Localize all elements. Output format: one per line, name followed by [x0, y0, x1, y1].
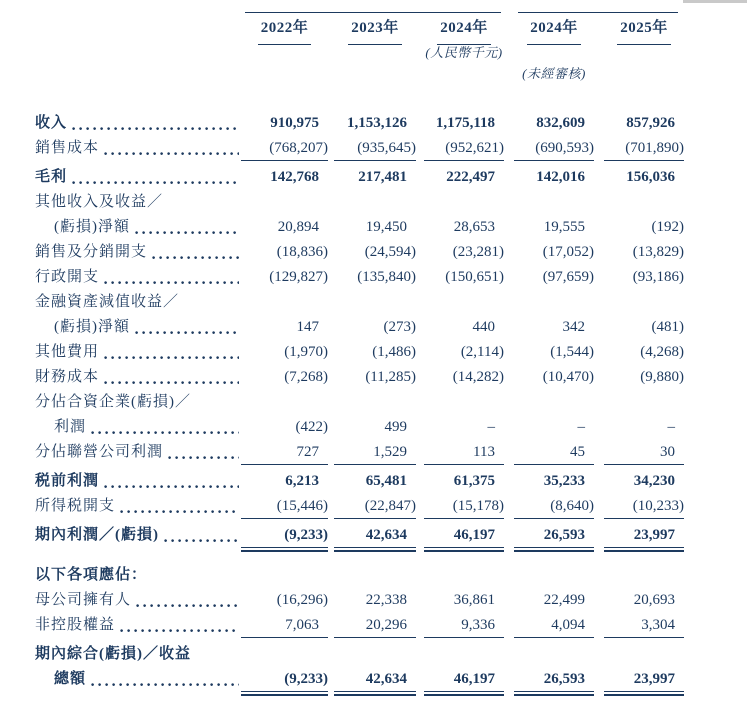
- row-label-line1: 金融資產減值收益／: [35, 294, 180, 310]
- value: (7,268): [284, 369, 328, 385]
- value: 19,555: [543, 219, 585, 235]
- value: 156,036: [626, 169, 675, 185]
- value-cell: [241, 340, 328, 365]
- value-cell: [241, 365, 328, 390]
- row-label-cell: [35, 315, 241, 340]
- value-cell: [424, 240, 504, 265]
- value: (1,544): [550, 344, 594, 360]
- value-cell: [241, 165, 328, 190]
- dot-leader: [104, 356, 239, 360]
- row-label-line1: 其他收入及收益／: [35, 194, 164, 210]
- column-header-cell: [514, 14, 594, 42]
- value: (768,207): [269, 140, 328, 156]
- row-label: (虧損)淨額: [54, 219, 130, 235]
- table-row: [35, 240, 725, 265]
- value: 7,063: [285, 617, 319, 633]
- empty-cell: [424, 63, 504, 84]
- column-header-cell: [604, 14, 684, 42]
- row-label-cell: [35, 588, 241, 613]
- row-label-cell: [35, 365, 241, 390]
- value-cell: [604, 136, 684, 161]
- value: 45: [570, 444, 585, 460]
- value: 42,634: [365, 671, 407, 687]
- value: 30: [660, 444, 675, 460]
- value: (13,829): [632, 244, 684, 260]
- row-label: 非控股權益: [35, 617, 116, 633]
- value-cell: [424, 165, 504, 190]
- value-cell: [241, 415, 328, 440]
- value-cell: [334, 415, 416, 440]
- value-cell: [514, 440, 594, 465]
- value-cell: [424, 340, 504, 365]
- value: 910,975: [270, 115, 319, 131]
- value-cell: [604, 494, 684, 519]
- value-cell: [514, 667, 594, 692]
- table-row: [35, 136, 725, 161]
- value: (93,186): [632, 269, 684, 285]
- column-header-2025: 2025年: [617, 14, 671, 45]
- value-cell: [604, 415, 684, 440]
- row-label-line1: 期內綜合(虧損)／收益: [35, 646, 191, 662]
- column-header-2024-interim: 2024年: [527, 14, 581, 45]
- value: (935,645): [357, 140, 416, 156]
- value-cell: [604, 469, 684, 494]
- value: 4,094: [551, 617, 585, 633]
- value-cell: [604, 265, 684, 290]
- value-cell: [424, 667, 504, 692]
- table-row: [35, 390, 725, 440]
- value-cell: [424, 136, 504, 161]
- empty-cell: [514, 42, 594, 63]
- value-cell: [424, 415, 504, 440]
- value-cell: [241, 494, 328, 519]
- value-cell: [424, 523, 504, 548]
- value-cell: [241, 523, 328, 548]
- value-cell: [241, 265, 328, 290]
- value-cell: [514, 165, 594, 190]
- value: (135,840): [357, 269, 416, 285]
- value: (150,651): [445, 269, 504, 285]
- value-cell: [604, 111, 684, 136]
- value-cell: [424, 469, 504, 494]
- value: 22,338: [365, 592, 407, 608]
- table-row: [35, 588, 725, 613]
- row-label-cell: [35, 494, 241, 519]
- value-cell: [604, 165, 684, 190]
- column-header-cell: [241, 14, 328, 42]
- column-header-cell: [424, 14, 504, 42]
- value-cell: [604, 340, 684, 365]
- value-cell: [334, 340, 416, 365]
- value: 1,529: [373, 444, 407, 460]
- empty-cell: [604, 63, 684, 84]
- row-label-line1: 分佔合資企業(虧損)／: [35, 394, 191, 410]
- value: –: [487, 419, 495, 435]
- dot-leader: [91, 683, 239, 687]
- dot-leader: [120, 510, 239, 514]
- table-row: [35, 613, 725, 638]
- dot-leader: [104, 281, 239, 285]
- value-cell: [334, 365, 416, 390]
- value: (97,659): [542, 269, 594, 285]
- table-row: [35, 340, 725, 365]
- row-label-cell: [35, 563, 241, 588]
- value: (9,233): [284, 527, 328, 543]
- row-label: 銷售及分銷開支: [35, 244, 148, 260]
- value: (10,233): [632, 498, 684, 514]
- column-header-2023: 2023年: [348, 14, 402, 45]
- row-label-cell: [35, 440, 241, 465]
- value: (1,486): [372, 344, 416, 360]
- income-statement-table: [35, 10, 725, 700]
- value-cell: [514, 240, 594, 265]
- value: –: [667, 419, 675, 435]
- row-label-cell: [35, 469, 241, 494]
- empty-cell: [334, 42, 416, 63]
- value-cell: [424, 265, 504, 290]
- dot-leader: [168, 456, 239, 460]
- table-row: [35, 290, 725, 340]
- value: (1,970): [284, 344, 328, 360]
- value: (22,847): [364, 498, 416, 514]
- value: 142,768: [270, 169, 319, 185]
- page-edge-artifact: [683, 0, 747, 3]
- value: 20,693: [633, 592, 675, 608]
- row-label-cell: [35, 613, 241, 638]
- empty-cell: [241, 63, 328, 84]
- value: 147: [296, 319, 319, 335]
- note-cell: [514, 63, 594, 84]
- row-label: 以下各項應佔：: [35, 567, 148, 583]
- value: (422): [295, 419, 328, 435]
- value: 34,230: [633, 473, 675, 489]
- row-label: 母公司擁有人: [35, 592, 132, 608]
- value: 342: [562, 319, 585, 335]
- value: (690,593): [535, 140, 594, 156]
- value-cell: [424, 588, 504, 613]
- value: 23,997: [633, 671, 675, 687]
- currency-note-row: [35, 42, 725, 63]
- value: 22,499: [543, 592, 585, 608]
- value: (24,594): [364, 244, 416, 260]
- table-row: [35, 111, 725, 136]
- table-row: [35, 440, 725, 465]
- value-cell: [604, 365, 684, 390]
- value-cell: [604, 613, 684, 638]
- value: 46,197: [453, 671, 495, 687]
- row-label-cell: [35, 265, 241, 290]
- value: (952,621): [445, 140, 504, 156]
- dot-leader: [135, 231, 239, 235]
- value-cell: [334, 440, 416, 465]
- value-cell: [514, 215, 594, 240]
- value-cell: [514, 469, 594, 494]
- value: 35,233: [543, 473, 585, 489]
- value: 142,016: [536, 169, 585, 185]
- row-label-cell: [35, 340, 241, 365]
- table-row: [35, 563, 725, 588]
- value-cell: [334, 111, 416, 136]
- row-label-cell: [35, 136, 241, 161]
- value-cell: [334, 588, 416, 613]
- value-cell: [334, 494, 416, 519]
- value-cell: [334, 265, 416, 290]
- row-label: 收入: [35, 115, 68, 131]
- unaudited-note-row: [35, 63, 725, 84]
- value-cell: [514, 613, 594, 638]
- currency-unit-note: (人民幣千元): [425, 45, 503, 60]
- value: 46,197: [453, 527, 495, 543]
- value-cell: [241, 240, 328, 265]
- dot-leader: [72, 127, 239, 131]
- value: (16,296): [276, 592, 328, 608]
- value: 36,861: [453, 592, 495, 608]
- value: (8,640): [550, 498, 594, 514]
- row-label: 銷售成本: [35, 140, 100, 156]
- column-header-cell: [334, 14, 416, 42]
- value: (15,446): [276, 498, 328, 514]
- value: 19,450: [365, 219, 407, 235]
- column-header-2024: 2024年: [437, 14, 491, 45]
- row-label-cell: [35, 523, 241, 548]
- row-label: 分佔聯營公司利潤: [35, 444, 164, 460]
- value: (9,233): [284, 671, 328, 687]
- value-cell: [604, 315, 684, 340]
- table-row: [35, 523, 725, 548]
- value-cell: [241, 111, 328, 136]
- value: 26,593: [543, 671, 585, 687]
- value-cell: [241, 588, 328, 613]
- value: 727: [296, 444, 319, 460]
- row-label: 期內利潤／(虧損): [35, 527, 159, 543]
- value-cell: [424, 613, 504, 638]
- value: (273): [383, 319, 416, 335]
- value: (10,470): [542, 369, 594, 385]
- value-cell: [241, 136, 328, 161]
- value-cell: [604, 588, 684, 613]
- table-row: [35, 165, 725, 190]
- value-cell: [334, 215, 416, 240]
- table-body: [35, 111, 725, 692]
- value: (192): [651, 219, 684, 235]
- value: 857,926: [626, 115, 675, 131]
- dot-leader: [72, 181, 239, 185]
- value: (17,052): [542, 244, 594, 260]
- value-cell: [241, 215, 328, 240]
- dot-leader: [104, 152, 239, 156]
- value-cell: [334, 469, 416, 494]
- value: 832,609: [536, 115, 585, 131]
- value-cell: [604, 240, 684, 265]
- row-label-cell: [35, 165, 241, 190]
- value: 1,175,118: [435, 115, 495, 131]
- table-row: [35, 494, 725, 519]
- value-cell: [241, 613, 328, 638]
- row-label-cell: [35, 215, 241, 240]
- value: 499: [384, 419, 407, 435]
- dot-leader: [152, 256, 239, 260]
- value-cell: [241, 469, 328, 494]
- dot-leader: [135, 331, 239, 335]
- value-cell: [514, 136, 594, 161]
- value: (2,114): [460, 344, 504, 360]
- value-cell: [514, 588, 594, 613]
- value-cell: [334, 165, 416, 190]
- value-cell: [604, 215, 684, 240]
- value-cell: [424, 315, 504, 340]
- value-cell: [334, 240, 416, 265]
- year-header-row: [35, 14, 725, 42]
- note-cell: [424, 42, 504, 63]
- value: 6,213: [285, 473, 319, 489]
- table-row: [35, 265, 725, 290]
- value-cell: [241, 315, 328, 340]
- value-cell: [334, 667, 416, 692]
- row-label-cell: [35, 415, 241, 440]
- value: 222,497: [446, 169, 495, 185]
- value-cell: [604, 440, 684, 465]
- row-label-cell: [35, 240, 241, 265]
- row-label: 税前利潤: [35, 473, 100, 489]
- value: 65,481: [365, 473, 407, 489]
- table-row: [35, 469, 725, 494]
- empty-cell: [334, 63, 416, 84]
- table-row: [35, 365, 725, 390]
- row-label: 財務成本: [35, 369, 100, 385]
- row-label: 毛利: [35, 169, 68, 185]
- row-label: 其他費用: [35, 344, 100, 360]
- empty-cell: [604, 42, 684, 63]
- value: 20,894: [277, 219, 319, 235]
- value: (129,827): [269, 269, 328, 285]
- value-cell: [514, 523, 594, 548]
- row-label-cell: [35, 111, 241, 136]
- value-cell: [514, 415, 594, 440]
- dot-leader: [104, 485, 239, 489]
- value-cell: [424, 365, 504, 390]
- empty-cell: [241, 42, 328, 63]
- value: 23,997: [633, 527, 675, 543]
- value: (14,282): [452, 369, 504, 385]
- value: 26,593: [543, 527, 585, 543]
- value: 28,653: [453, 219, 495, 235]
- table-row: [35, 642, 725, 692]
- dot-leader: [136, 604, 239, 608]
- value-cell: [424, 494, 504, 519]
- value: 1,153,126: [347, 115, 407, 131]
- row-label: 總額: [54, 671, 87, 687]
- dot-leader: [120, 629, 239, 633]
- value: (9,880): [640, 369, 684, 385]
- column-header-2022: 2022年: [258, 14, 312, 45]
- value: (15,178): [452, 498, 504, 514]
- value-cell: [514, 111, 594, 136]
- dot-leader: [91, 431, 239, 435]
- value-cell: [241, 667, 328, 692]
- row-label-cell: [35, 667, 241, 692]
- value-cell: [514, 340, 594, 365]
- value-cell: [514, 315, 594, 340]
- value: (18,836): [276, 244, 328, 260]
- value-cell: [334, 613, 416, 638]
- value-cell: [604, 523, 684, 548]
- table-header: [35, 10, 725, 84]
- value: (4,268): [640, 344, 684, 360]
- value: 42,634: [365, 527, 407, 543]
- value-cell: [424, 215, 504, 240]
- dot-leader: [164, 539, 239, 543]
- row-label: (虧損)淨額: [54, 319, 130, 335]
- value: 3,304: [641, 617, 675, 633]
- value: –: [577, 419, 585, 435]
- value-cell: [334, 315, 416, 340]
- table-row: [35, 190, 725, 240]
- value-cell: [604, 667, 684, 692]
- value-cell: [424, 440, 504, 465]
- value: 440: [472, 319, 495, 335]
- value-cell: [334, 136, 416, 161]
- value: 61,375: [453, 473, 495, 489]
- value-cell: [241, 440, 328, 465]
- value-cell: [514, 494, 594, 519]
- value: 20,296: [365, 617, 407, 633]
- value: 113: [473, 444, 495, 460]
- value: 217,481: [358, 169, 407, 185]
- dot-leader: [104, 381, 239, 385]
- value: (481): [651, 319, 684, 335]
- row-label: 利潤: [54, 419, 87, 435]
- value: 9,336: [461, 617, 495, 633]
- value: (11,285): [365, 369, 416, 385]
- value: (23,281): [452, 244, 504, 260]
- value-cell: [424, 111, 504, 136]
- row-label: 所得税開支: [35, 498, 116, 514]
- value-cell: [334, 523, 416, 548]
- value: (701,890): [625, 140, 684, 156]
- value-cell: [514, 365, 594, 390]
- row-label: 行政開支: [35, 269, 100, 285]
- unaudited-note: (未經審核): [522, 66, 586, 81]
- value-cell: [514, 265, 594, 290]
